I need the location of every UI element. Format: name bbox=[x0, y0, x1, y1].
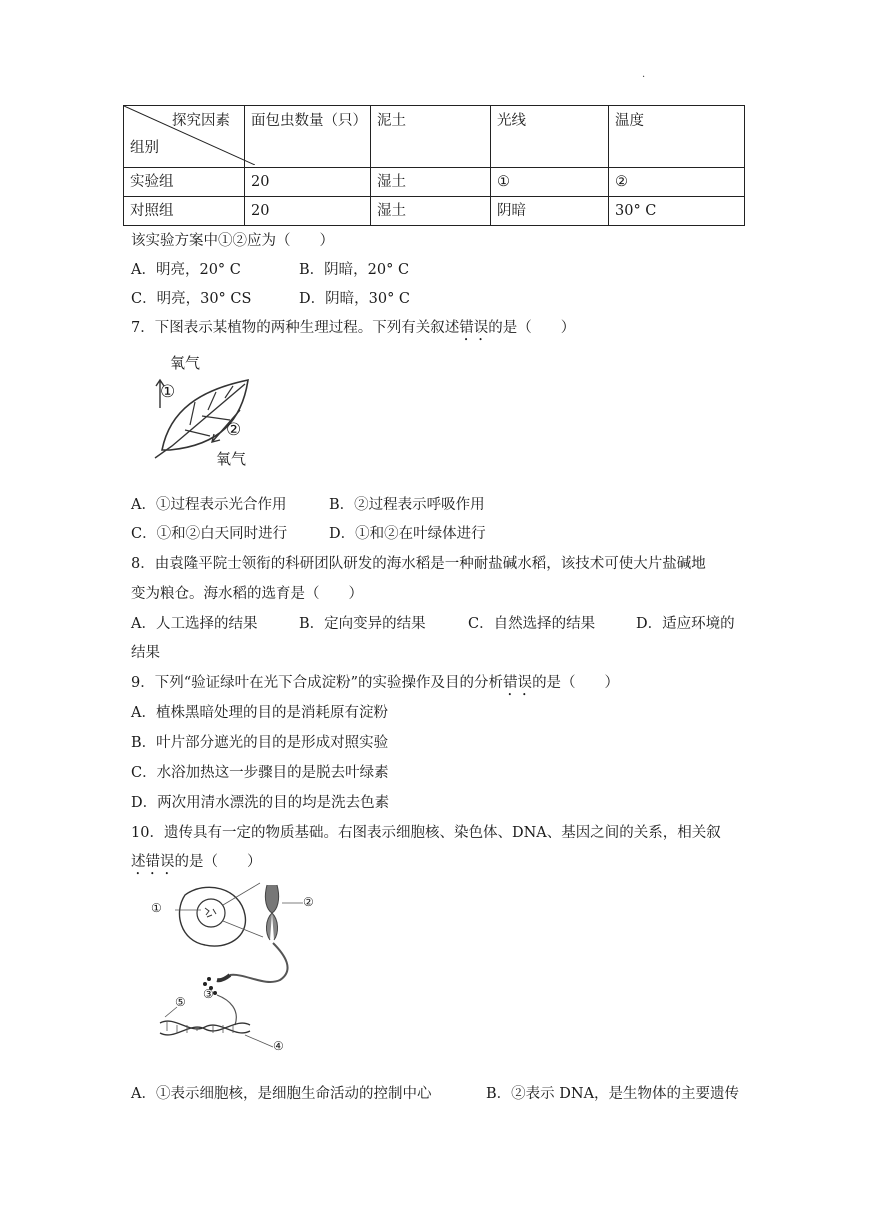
genetics-drawing bbox=[145, 875, 320, 1060]
q7-option-b: B．②过程表示呼吸作用 bbox=[329, 497, 485, 513]
q7-stem-emphasis: 错误 bbox=[459, 320, 489, 336]
table-row bbox=[124, 168, 745, 197]
cell-count: 20 bbox=[245, 168, 371, 197]
q6-option-a: A．明亮，20° C bbox=[131, 262, 241, 278]
q10-stem-line2 bbox=[131, 850, 262, 878]
q8-option-d: D．适应环境的 bbox=[636, 616, 735, 632]
q7-option-a: A．①过程表示光合作用 bbox=[131, 497, 287, 513]
q8-option-d-wrap: 结果 bbox=[131, 645, 160, 661]
header-light: 光线 bbox=[491, 106, 609, 168]
q9-stem bbox=[131, 671, 619, 699]
cell-group: 实验组 bbox=[124, 168, 245, 197]
q10-stem-emphasis: 述错误 bbox=[131, 854, 175, 870]
q8-option-a: A．人工选择的结果 bbox=[131, 616, 258, 632]
q8-option-b: B．定向变异的结果 bbox=[299, 616, 426, 632]
group-label: 组别 bbox=[130, 140, 159, 156]
q9-stem-post: 的是（ ） bbox=[532, 675, 620, 691]
cell-soil: 湿土 bbox=[371, 197, 491, 226]
q9-stem-emphasis: 错误 bbox=[503, 675, 533, 691]
cell-soil: 湿土 bbox=[371, 168, 491, 197]
q8-stem-line1: 8．由袁隆平院士领衔的科研团队研发的海水稻是一种耐盐碱水稻，该技术可使大片盐碱地 bbox=[131, 556, 706, 572]
page-mark: · bbox=[642, 72, 646, 83]
oxygen-label-top: 氧气 bbox=[170, 354, 201, 372]
experiment-table bbox=[123, 105, 745, 226]
q10-stem-line1: 10．遗传具有一定的物质基础。右图表示细胞核、染色体、DNA、基因之间的关系，相关叙 bbox=[131, 825, 721, 841]
factor-label: 探究因素 bbox=[172, 113, 230, 129]
q6-stem: 该实验方案中①②应为（ ） bbox=[131, 233, 334, 249]
oxygen-label-bottom: 氧气 bbox=[216, 450, 247, 468]
q9-stem-pre: 9．下列“验证绿叶在光下合成淀粉”的实验操作及目的分析 bbox=[131, 675, 504, 691]
q7-option-d: D．①和②在叶绿体进行 bbox=[329, 526, 486, 542]
header-count: 面包虫数量（只） bbox=[245, 106, 371, 168]
label-five: ⑤ bbox=[175, 995, 186, 1009]
q8-stem-line2: 变为粮仓。海水稻的选育是（ ） bbox=[131, 586, 363, 602]
q6-option-b: B．阴暗，20° C bbox=[299, 262, 410, 278]
q8-option-c: C．自然选择的结果 bbox=[468, 616, 596, 632]
chromosome-label: ② bbox=[303, 895, 314, 909]
table-row bbox=[124, 197, 745, 226]
cell-light: 阴暗 bbox=[491, 197, 609, 226]
table-header-row bbox=[124, 106, 745, 168]
process-1-label: ① bbox=[160, 382, 176, 402]
gene-label: ④ bbox=[273, 1039, 284, 1053]
diagonal-header-cell bbox=[124, 106, 245, 168]
q9-option-b: B．叶片部分遮光的目的是形成对照实验 bbox=[131, 735, 389, 751]
q7-option-c: C．①和②白天同时进行 bbox=[131, 526, 288, 542]
cell-count: 20 bbox=[245, 197, 371, 226]
cell-light: ① bbox=[491, 168, 609, 197]
leaf-drawing bbox=[150, 350, 265, 470]
q7-stem bbox=[131, 316, 575, 344]
q7-stem-pre: 7．下图表示某植物的两种生理过程。下列有关叙述 bbox=[131, 320, 460, 336]
q7-stem-post: 的是（ ） bbox=[488, 320, 576, 336]
cell-group: 对照组 bbox=[124, 197, 245, 226]
process-2-label: ② bbox=[226, 420, 242, 440]
q9-option-c: C．水浴加热这一步骤目的是脱去叶绿素 bbox=[131, 765, 389, 781]
q9-option-a: A．植株黑暗处理的目的是消耗原有淀粉 bbox=[131, 705, 388, 721]
q9-option-d: D．两次用清水漂洗的目的均是洗去色素 bbox=[131, 795, 390, 811]
nucleus-label: ① bbox=[151, 901, 162, 915]
leaf-diagram bbox=[150, 350, 265, 470]
q10-option-a: A．①表示细胞核，是细胞生命活动的控制中心 bbox=[131, 1086, 432, 1102]
q6-option-d: D．阴暗，30° C bbox=[299, 291, 411, 307]
q10-stem-post: 的是（ ） bbox=[174, 854, 262, 870]
q6-option-c: C．明亮，30° CS bbox=[131, 291, 252, 307]
header-soil: 泥土 bbox=[371, 106, 491, 168]
q10-option-b: B．②表示 DNA，是生物体的主要遗传 bbox=[486, 1086, 740, 1102]
cell-temp: 30° C bbox=[609, 197, 745, 226]
genetics-diagram bbox=[145, 875, 320, 1060]
header-temp: 温度 bbox=[609, 106, 745, 168]
cell-temp: ② bbox=[609, 168, 745, 197]
label-three: ③ bbox=[203, 987, 214, 1001]
